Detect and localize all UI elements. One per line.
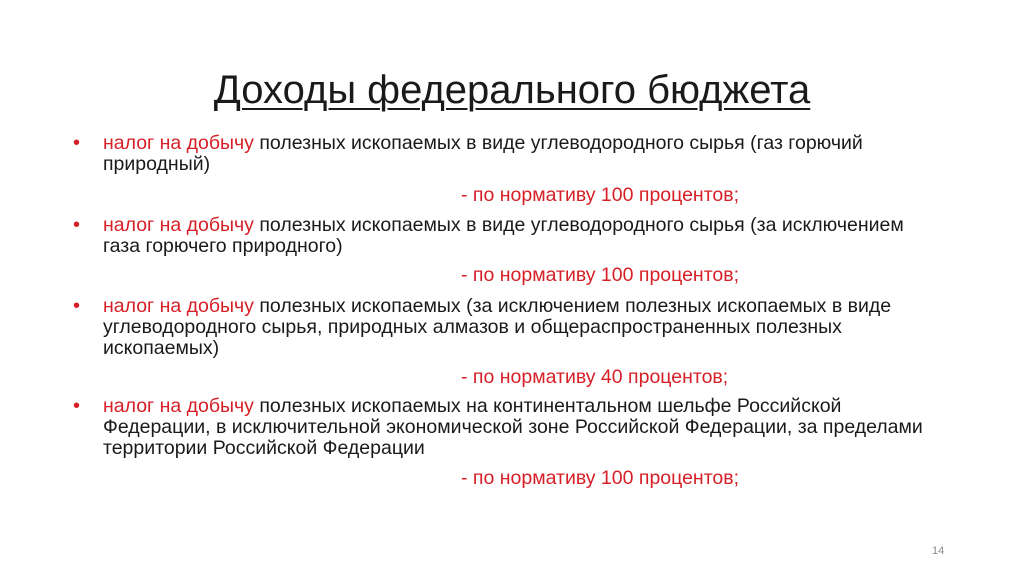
item-norm: - по нормативу 40 процентов;	[461, 366, 729, 388]
list-item	[73, 295, 943, 359]
bullet-icon: •	[73, 395, 81, 417]
item-text: полезных ископаемых на континентальном шельфе Российской Федерации, в исключительной экономической зоне Российской Федерации, за пределами территории Российской Федерации	[103, 395, 923, 459]
item-highlight: налог на добычу	[103, 132, 254, 154]
slide-title-text: Доходы федерального бюджета	[213, 68, 811, 112]
item-text: полезных ископаемых (за исключением полезных ископаемых в виде углеводородного сырья, природных алмазов и общераспространенных полезных ископаемых)	[103, 295, 892, 359]
bullet-icon: •	[73, 214, 81, 236]
item-highlight: налог на добычу	[103, 295, 254, 317]
item-text: полезных ископаемых в виде углеводородного сырья (за исключением газа горючего природного)	[103, 214, 904, 257]
list-item	[73, 132, 943, 175]
item-highlight: налог на добычу	[103, 395, 254, 417]
list-item	[73, 395, 943, 459]
item-text: полезных ископаемых в виде углеводородного сырья (газ горючий природный)	[103, 132, 863, 175]
item-norm: - по нормативу 100 процентов;	[461, 467, 740, 489]
item-norm: - по нормативу 100 процентов;	[461, 264, 740, 286]
page-number: 14	[932, 545, 945, 557]
list-item	[73, 214, 943, 257]
item-highlight: налог на добычу	[103, 214, 254, 236]
bullet-icon: •	[73, 295, 81, 317]
bullet-icon: •	[73, 132, 81, 154]
item-norm: - по нормативу 100 процентов;	[461, 184, 740, 206]
